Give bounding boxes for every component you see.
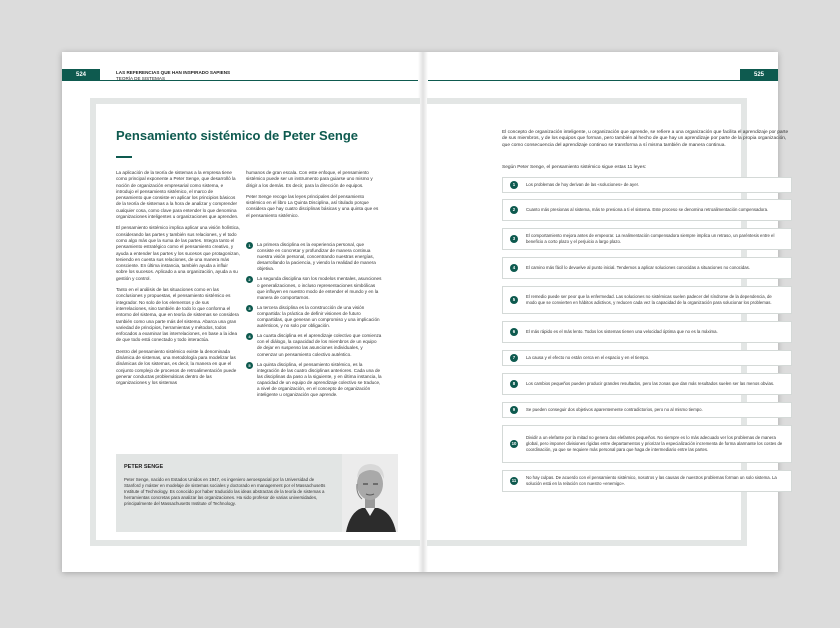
law-text: Los problemas de hoy derivan de las «soluciones» de ayer. [526,182,639,188]
law-item [502,470,792,492]
right-header-rule [428,80,740,81]
law-item [502,402,792,418]
left-running-header [116,70,230,82]
body-column-2 [246,170,382,224]
right-page-number: 525 [740,69,778,81]
bio-box [116,454,398,532]
open-book-spread [62,52,789,572]
list-item-text: La quinta disciplina, el pensamiento sistémico, es la integración de las cuatro disciplinas anteriores. Cada una de las disciplinas da paso a la siguiente, y en última instancia, la capacidad de un equipo de aprendizaje colectivo se traduce, a nivel de organización, en el concepto de organización inteligente u organización que aprende. [257,361,382,398]
law-text: Dividir a un elefante por la mitad no genera dos elefantes pequeños. No siempre es lo más adecuado ver los problemas de manera global, pero imponer divisiones rígidas entre departamentos y priorizar la especialización incrementa de forma alarmante los costes de coordinación, ya que se requiere más personal para que haga de intermediario entre las partes. [526,435,783,452]
number-badge: 11 [511,478,517,483]
law-text: Los cambios pequeños pueden producir grandes resultados, pero las zonas que dan más resultados suelen ser las menos obvias. [526,381,775,387]
title-rule [116,156,132,158]
number-badge: 9 [510,406,518,414]
number-badge: 3 [510,235,518,243]
law-item [502,350,792,366]
number-badge: 5 [246,362,253,369]
number-badge: 5 [510,296,518,304]
page-title: Pensamiento sistémico de Peter Senge [116,128,359,143]
number-badge: 1 [510,181,518,189]
law-item [502,321,792,343]
portrait-photo [342,454,398,532]
list-item [246,242,382,272]
number-badge: 6 [510,328,518,336]
number-badge: 2 [246,276,253,283]
law-text: El comportamiento mejora antes de empeorar. La realimentación compensadora siempre implica un retraso, un paréntesis entre el beneficio a corto plazo y el perjuicio a largo plazo. [526,233,775,244]
paragraph: El pensamiento sistémico implica aplicar una visión holística, considerando las partes y también sus relaciones, y el todo como algo más que la suma de las partes. Integra tanto el pensamiento estratégico como el pensamiento creativo, y ayuda a entender las partes y los sucesos que protagonizan, teniendo en cuenta sus relaciones, de una manera más consciente. En última instancia, también ayuda a influir sobre los sucesos. Aplicado a una organización, ayuda a su gestión y control. [116,225,240,281]
disciplines-list [246,242,382,402]
running-header-title: LAS REFERENCIAS QUE HAN INSPIRADO SAPIENS [116,70,231,75]
paragraph: humanos de gran escala. Con este enfoque, el pensamiento sistémico puede ser un instrumento para guiarse uno mismo y dirigir a los demás. Es decir, para la dirección de equipos. [246,170,373,188]
list-item-text: La primera disciplina es la experiencia personal, que consiste en concretar y profundizar de manera continua nuestra visión personal, concentrando nuestras energías, desarrollando la paciencia, y viendo la realidad de manera objetiva. [257,242,376,272]
body-column-1 [116,170,240,392]
law-item [502,373,792,395]
paragraph: Dentro del pensamiento sistémico existe la denominada dinámica de sistemas, una metodología para modelizar las dinámicas de los sistemas, es decir, la manera en que el conjunto complejo de procesos de retroalimentación puede generar conductas problemáticas dentro de las organizaciones y los sistemas [116,348,237,386]
law-item [502,199,792,221]
law-text: El camino más fácil lo devuelve al punto inicial. Tendemos a aplicar soluciones conocidas a situaciones no conocidas. [526,265,750,271]
laws-lead: Según Peter Senge, el pensamiento sistémico sigue estas 11 leyes: [502,165,647,170]
number-badge: 4 [510,264,518,272]
paragraph: La aplicación de la teoría de sistemas a la empresa tiene como principal exponente a Peter Senge, que desarrolló la noción de organización empresarial como sistema, e introdujo el pensamiento sistémico, el marco de pensamiento que consiste en aplicar los principios básicos de la teoría de sistemas a la hora de analizar y comprender cualquier cosa, como clave para entender lo que denomina organizaciones inteligentes u organizaciones que aprenden. [116,170,239,220]
portrait-illustration [342,454,398,532]
list-item [246,276,382,300]
list-item [246,305,382,329]
left-page-number: 524 [62,69,100,81]
list-item [246,333,382,357]
law-item [502,257,792,279]
law-text: El más rápido es el más lento. Todos los sistemas tienen una velocidad óptima que no es la máxima. [526,329,718,335]
law-item [502,228,792,250]
law-item [502,425,792,463]
number-badge: 4 [246,333,253,340]
law-text: El remedio puede ser peor que la enfermedad. Las soluciones no sistémicas suelen padecer del síndrome de la dependencia, de modo que se convierten en hábitos adictivos, y reducen cada vez la capacidad de la organización para solucionar los problemas. [526,294,772,305]
number-badge: 10 [511,441,517,446]
law-item [502,177,792,193]
number-badge: 7 [510,354,518,362]
paragraph: Peter Senge recoge las leyes principales del pensamiento sistémico en el libro La Quinta Disciplina, así titulado porque considera que hay cuatro disciplinas básicas y una quinta que es el pensamiento sistémico. [246,193,379,218]
list-item [246,362,382,399]
list-item-text: La cuarta disciplina es el aprendizaje colectivo que comienza con el diálogo, la capacidad de los miembros de un equipo de dejar en suspenso las asunciones individuales, y comenzar un pensamiento colectivo auténtico. [257,333,382,357]
law-text: Se pueden conseguir dos objetivos aparentemente contradictorios, pero no al mismo tiempo. [526,407,703,413]
paragraph: Tanto en el análisis de las situaciones como en las conclusiones y propuestas, el pensamiento sistémico es integrador. No solo de los elementos y de sus interrelaciones, sino también de todo lo que conforma el entorno del sistema, que en teoría de sistemas se considera también como una parte más del sistema. Abarca una gran variedad de principios, herramientas y métodos, todos enfocados a examinar las interrelaciones, en base a la idea de que todo está conectado y todo interactúa. [116,287,239,343]
number-badge: 3 [246,305,253,312]
running-header-subtitle: TEORÍA DE SISTEMAS [116,76,166,81]
law-text: No hay culpas. De acuerdo con el pensamiento sistémico, nosotros y las causas de nuestros problemas forman un solo sistema. La solución está en la relación con nuestro «enemigo». [526,475,777,486]
bio-text: Peter Senge, nacido en Estados Unidos en 1947, es ingeniero aeroespacial por la Universidad de Stanford y máster en modelaje de sistemas sociales y doctorado en management por el Massachusetts Institute of Technology. Es conocido por haber traducido las ideas abstractas de la teoría de sistemas a herramientas concretas para analizar las organizaciones. Ha sido profesor de varias universidades, principalmente del Massachusetts Institute of Technology. [124,477,326,506]
number-badge: 8 [510,380,518,388]
bio-title: PETER SENGE [124,464,164,470]
list-item-text: La tercera disciplina es la construcción de una visión compartida: la práctica de definir visiones de futuro compartidas, que generan un compromiso y una implicación auténticos, y no solo por obligación. [257,304,380,329]
law-item [502,286,792,314]
law-text: Cuanto más presionas al sistema, más te presiona a ti el sistema. Este proceso se denomina retroalimentación compensadora. [526,207,769,213]
list-item-text: La segunda disciplina son los modelos mentales, asunciones o generalizaciones, o incluso representaciones simbólicas que influyen en nuestro modo de entender el mundo y en la manera de comportarnos. [257,276,382,300]
law-text: La causa y el efecto no están cerca en el espacio y en el tiempo. [526,355,650,361]
number-badge: 1 [246,242,253,249]
number-badge: 2 [510,206,518,214]
intro-paragraph: El concepto de organización inteligente, u organización que aprende, se refiere a una organización que facilita el aprendizaje por parte de sus miembros, y de los equipos que forman, pero también al hecho de que hay un aprendizaje por parte de la propia organización, que como consecuencia del aprendizaje continuo se transforma a sí misma también de manera continua. [502,130,789,148]
